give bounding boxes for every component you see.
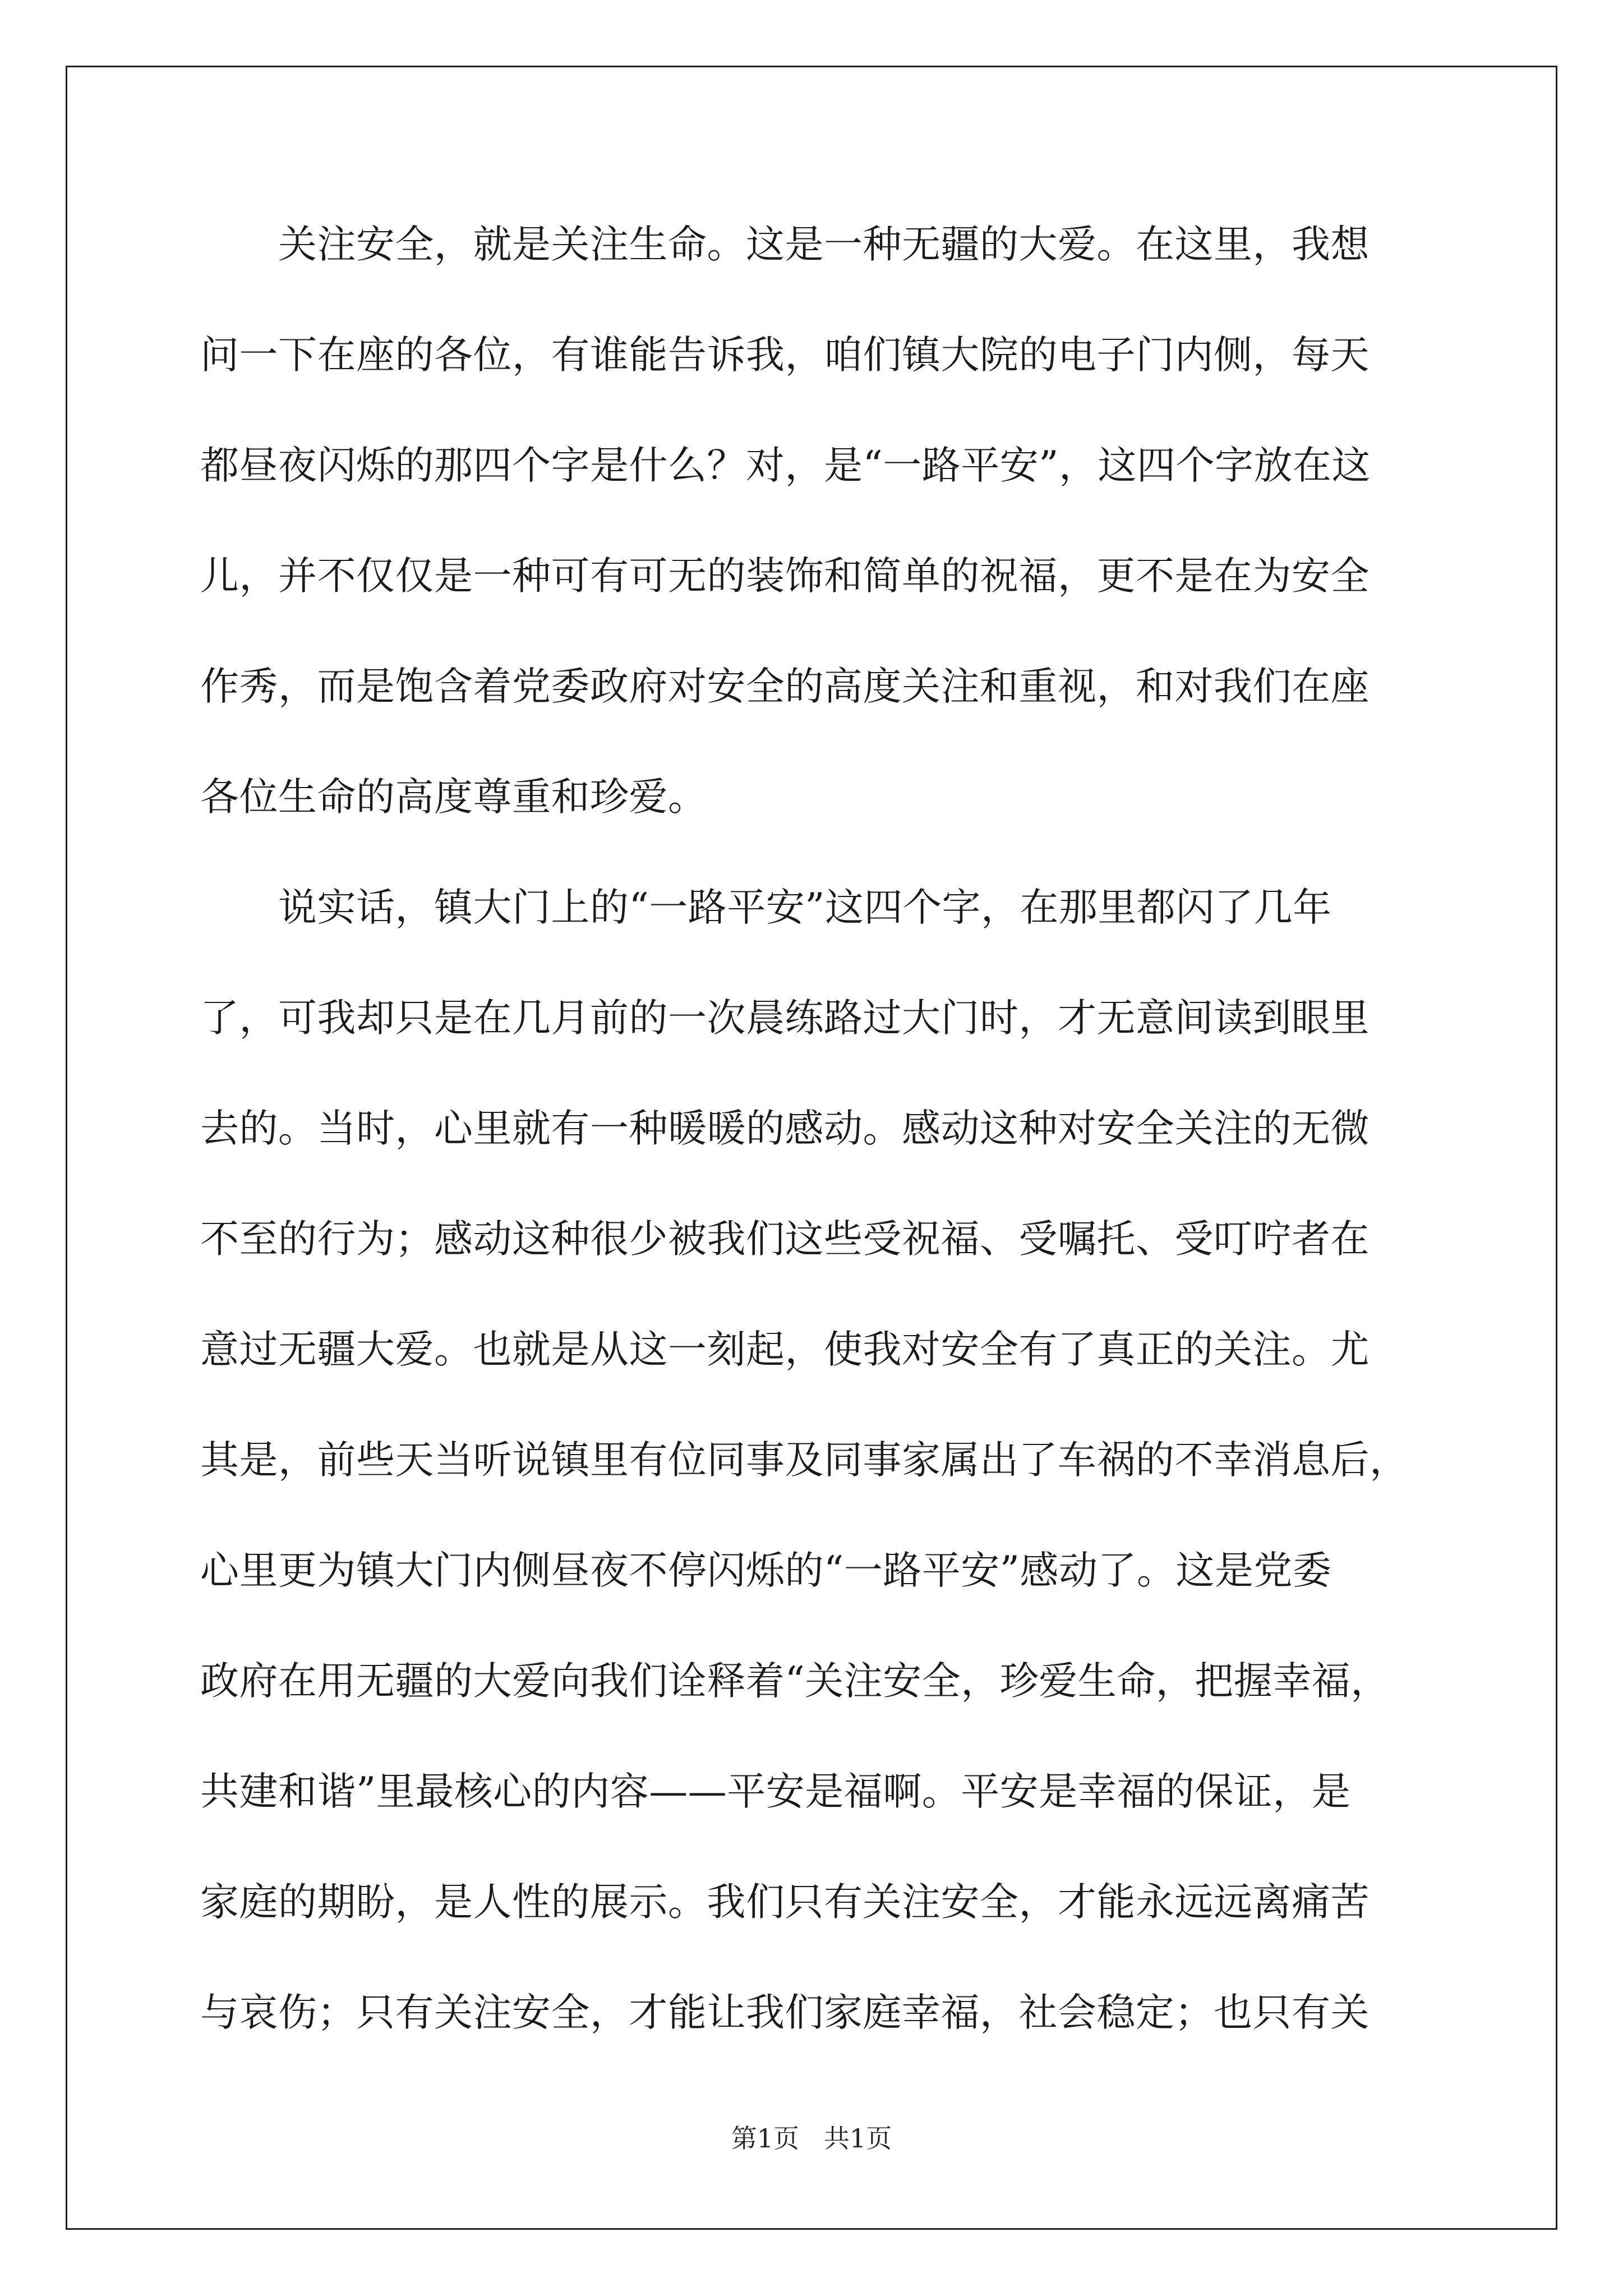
text-line: 与哀伤；只有关注安全，才能让我们家庭幸福，社会稳定；也只有关 (200, 1990, 1370, 2035)
page-number-current: 第1页 (731, 2123, 799, 2154)
text-line: 各位生命的高度尊重和珍爱。 (200, 775, 707, 820)
text-line: 家庭的期盼，是人性的展示。我们只有关注安全，才能永远远离痛苦 (200, 1880, 1370, 1925)
text-line: 作秀，而是饱含着党委政府对安全的高度关注和重视，和对我们在座 (200, 664, 1370, 709)
text-line: 不至的行为；感动这种很少被我们这些受祝福、受嘱托、受叮咛者在 (200, 1217, 1370, 1262)
page-footer (0, 2122, 1623, 2155)
text-line: 儿，并不仅仅是一种可有可无的装饰和简单的祝福，更不是在为安全 (200, 554, 1370, 599)
page-number-total: 共1页 (824, 2123, 892, 2154)
text-line: 政府在用无疆的大爱向我们诠释着“关注安全，珍爱生命，把握幸福， (200, 1659, 1390, 1704)
text-line: 关注安全，就是关注生命。这是一种无疆的大爱。在这里，我想 (200, 222, 1370, 267)
text-line: 去的。当时，心里就有一种暖暖的感动。感动这种对安全关注的无微 (200, 1106, 1370, 1151)
text-line: 说实话，镇大门上的“一路平安”这四个字，在那里都闪了几年 (200, 885, 1332, 930)
text-line: 问一下在座的各位，有谁能告诉我，咱们镇大院的电子门内侧，每天 (200, 333, 1370, 378)
text-line: 了，可我却只是在几月前的一次晨练路过大门时，才无意间读到眼里 (200, 996, 1370, 1041)
text-line: 都昼夜闪烁的那四个字是什么？对，是“一路平安”，这四个字放在这 (200, 443, 1371, 488)
document-body (200, 213, 1434, 2092)
text-line: 共建和谐”里最核心的内容——平安是福啊。平安是幸福的保证，是 (200, 1769, 1351, 1814)
text-line: 心里更为镇大门内侧昼夜不停闪烁的“一路平安”感动了。这是党委 (200, 1548, 1332, 1593)
text-line: 其是，前些天当听说镇里有位同事及同事家属出了车祸的不幸消息后， (200, 1438, 1409, 1483)
text-line: 意过无疆大爱。也就是从这一刻起，使我对安全有了真正的关注。尤 (200, 1327, 1370, 1372)
